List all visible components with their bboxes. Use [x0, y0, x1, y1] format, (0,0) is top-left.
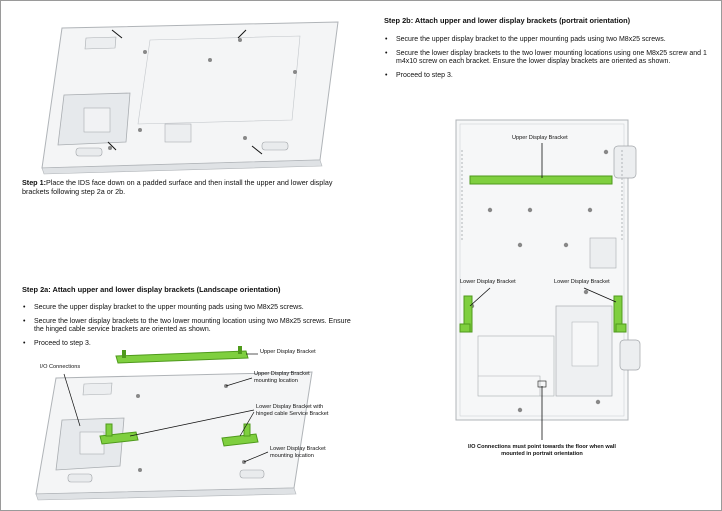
step2b-bullet-2: • Secure the lower display brackets to the two lower mounting locations using one M8x25 screw and 1 m4x10 screw on each bracket. Ensure the lower display brackets are oriented as shown.	[384, 50, 714, 67]
step2a-bullet-1: • Secure the upper display bracket to the upper mounting pads using two M8x25 screws.	[22, 304, 352, 313]
callout-lower-right-2b: Lower Display Bracket	[554, 279, 610, 285]
callout-upper-bracket-2b: Upper Display Bracket	[512, 135, 568, 141]
step1-label: Step 1:	[22, 178, 46, 187]
callout-lower-bracket-2a: Lower Display Bracket with hinged cable Service Bracket	[256, 404, 329, 417]
step2b-bullet-3: • Proceed to step 3.	[384, 72, 714, 81]
step2b-bullet-1: • Secure the upper display bracket to the upper mounting pads using two M8x25 screws.	[384, 36, 714, 45]
callout-upper-bracket-2a: Upper Display Bracket	[260, 349, 316, 355]
callout-lower-left-2b: Lower Display Bracket	[460, 279, 516, 285]
callout-upper-mount-2a: Upper Display Bracket mounting location	[254, 371, 310, 384]
callout-io-2a: I/O Connections	[40, 364, 81, 370]
step2a-bullet-3: • Proceed to step 3.	[22, 340, 352, 349]
step1-body: Place the IDS face down on a padded surface and then install the upper and lower display brackets following step 2a or 2b.	[22, 178, 333, 196]
callout-lower-mount-2a: Lower Display Bracket mounting location	[270, 446, 326, 459]
step2a-bullet-2: • Secure the lower display brackets to the two lower mounting location using two M8x25 screws. Ensure the hinged cable service brackets are oriented as shown.	[22, 318, 352, 335]
step2a-heading: Step 2a: Attach upper and lower display brackets (Landscape orientation)	[22, 285, 281, 294]
step2b-heading: Step 2b: Attach upper and lower display brackets (portrait orientation)	[384, 16, 631, 25]
callout-io-note-2b: I/O Connections must point towards the floor when wall mounted in portrait orientation	[468, 444, 616, 457]
